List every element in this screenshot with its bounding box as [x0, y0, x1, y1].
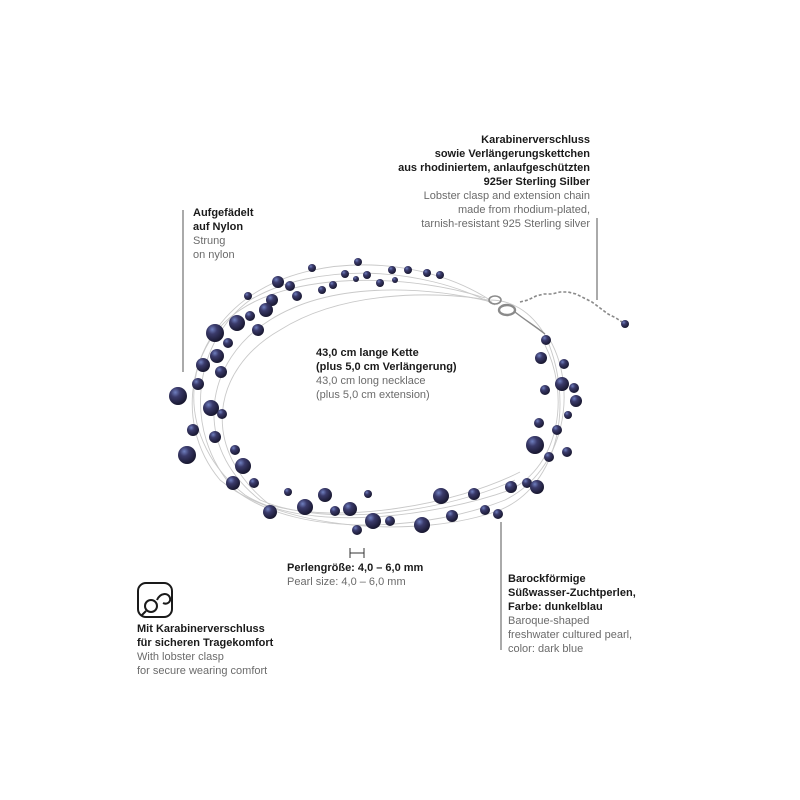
pearl-size-marker	[350, 548, 364, 558]
pearl	[203, 400, 219, 416]
pearl	[480, 505, 490, 515]
comfort-en-line: for secure wearing comfort	[137, 665, 268, 677]
pearl	[223, 338, 233, 348]
clasp-de-line: Karabinerverschluss	[481, 134, 590, 146]
pearl	[569, 383, 579, 393]
pearl	[564, 411, 572, 419]
pearl	[230, 445, 240, 455]
pearl	[376, 279, 384, 287]
pearl	[530, 480, 544, 494]
pearl	[308, 264, 316, 272]
strung-en-line: Strung	[193, 235, 226, 247]
length-annotation	[316, 346, 457, 402]
pearl	[245, 311, 255, 321]
pearl	[169, 387, 187, 405]
clasp-de-line: aus rhodiniertem, anlaufgeschützten	[398, 162, 590, 174]
pearl	[354, 258, 362, 266]
pearl	[493, 509, 503, 519]
clasp-de-line: sowie Verlängerungskettchen	[434, 148, 590, 160]
pearl	[535, 352, 547, 364]
pearl	[505, 481, 517, 493]
pearl	[297, 499, 313, 515]
pearl	[423, 269, 431, 277]
strung-en-line: on nylon	[193, 249, 235, 261]
pearl	[215, 366, 227, 378]
lobster-clasp-icon-frame	[137, 582, 173, 618]
pearl	[544, 452, 554, 462]
pearl	[192, 378, 204, 390]
pearl	[226, 476, 240, 490]
baroque-annotation	[508, 572, 636, 656]
pearl	[352, 525, 362, 535]
pearl	[284, 488, 292, 496]
pearl	[210, 349, 224, 363]
pearl	[552, 425, 562, 435]
clasp-de-line: 925er Sterling Silber	[483, 176, 590, 188]
strung-de-line: Aufgefädelt	[193, 207, 254, 219]
pearl-size-de: Perlengröße: 4,0 – 6,0 mm	[287, 562, 424, 574]
pearl	[436, 271, 444, 279]
pearl	[570, 395, 582, 407]
pearl	[621, 320, 629, 328]
pearl	[392, 277, 398, 283]
pearl	[206, 324, 224, 342]
strung-de-line: auf Nylon	[193, 221, 244, 233]
pearl	[244, 292, 252, 300]
pearl	[329, 281, 337, 289]
strung-annotation	[193, 206, 254, 262]
pearl	[318, 488, 332, 502]
pearl	[343, 502, 357, 516]
length-en-line: 43,0 cm long necklace	[316, 375, 426, 387]
pearl	[353, 276, 359, 282]
pearl	[217, 409, 227, 419]
pearl	[363, 271, 371, 279]
pearl	[526, 436, 544, 454]
clasp-en-line: tarnish-resistant 925 Sterling silver	[421, 218, 590, 230]
baroque-en-line: color: dark blue	[508, 643, 584, 655]
baroque-de-line: Farbe: dunkelblau	[508, 601, 603, 613]
pearl	[559, 359, 569, 369]
pearl	[259, 303, 273, 317]
clasp-en-line: Lobster clasp and extension chain	[423, 190, 590, 202]
pearl	[468, 488, 480, 500]
comfort-en-line: With lobster clasp	[137, 651, 224, 663]
pearl	[341, 270, 349, 278]
pearl	[433, 488, 449, 504]
baroque-en-line: freshwater cultured pearl,	[508, 629, 633, 641]
pearl	[272, 276, 284, 288]
pearl-size-annotation	[287, 561, 423, 589]
pearl	[540, 385, 550, 395]
clasp-annotation	[398, 133, 590, 231]
pearl	[318, 286, 326, 294]
clasp-en-line: made from rhodium-plated,	[457, 204, 590, 216]
pearl	[555, 377, 569, 391]
pearl	[562, 447, 572, 457]
pearl	[364, 490, 372, 498]
pearl-size-en: Pearl size: 4,0 – 6,0 mm	[287, 576, 406, 588]
pearl	[285, 281, 295, 291]
pearl	[404, 266, 412, 274]
baroque-de-line: Barockförmige	[508, 573, 586, 585]
pearl	[541, 335, 551, 345]
pearl	[330, 506, 340, 516]
comfort-annotation	[137, 622, 273, 678]
pearl	[365, 513, 381, 529]
length-en-line: (plus 5,0 cm extension)	[316, 389, 430, 401]
baroque-en-line: Baroque-shaped	[508, 615, 590, 627]
pearl	[187, 424, 199, 436]
pearl	[235, 458, 251, 474]
pearl	[252, 324, 264, 336]
comfort-de-line: Mit Karabinerverschluss	[137, 623, 265, 635]
pearl	[388, 266, 396, 274]
pearl	[446, 510, 458, 522]
length-de-line: (plus 5,0 cm Verlängerung)	[316, 361, 457, 373]
comfort-de-line: für sicheren Tragekomfort	[137, 637, 274, 649]
pearl	[178, 446, 196, 464]
pearl	[209, 431, 221, 443]
pearl	[196, 358, 210, 372]
pearl	[534, 418, 544, 428]
pearl	[229, 315, 245, 331]
pearl	[414, 517, 430, 533]
pearl	[292, 291, 302, 301]
length-de-line: 43,0 cm lange Kette	[316, 347, 419, 359]
pearl	[263, 505, 277, 519]
clasp-and-chain	[489, 292, 622, 334]
pearl	[385, 516, 395, 526]
baroque-de-line: Süßwasser-Zuchtperlen,	[508, 587, 636, 599]
pearl	[249, 478, 259, 488]
